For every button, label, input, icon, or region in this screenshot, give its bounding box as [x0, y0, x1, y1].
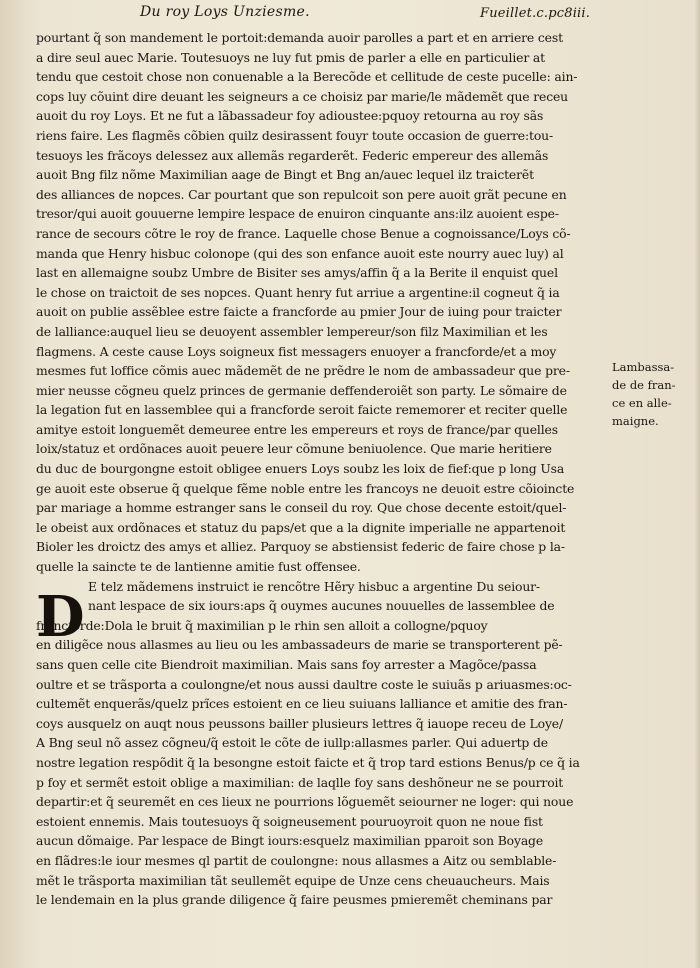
text-line: auoit Bng filz nõme Maximilian aage de Bingt et Bng an/auec lequel ilz traicterẽt [36, 167, 534, 183]
text-line: aucun dõmaige. Par lespace de Bingt iours:esquelz maximilian pparoit son Boyage [36, 833, 544, 849]
text-line: tesuoys les frãcoys delessez aux allemãs regarderẽt. Federic empereur des allemãs [36, 147, 549, 163]
text-line: auoit on publie assẽblee estre faicte a francforde au pmier Jour de iuing pour traicter [36, 304, 562, 320]
text-line: E telz mãdemens instruict ie rencõtre Hẽry hisbuc a argentine Du seiour- [88, 578, 540, 594]
text-line: estoient ennemis. Mais toutesuoys q̃ soigneusement pouruoyroit quon ne noue fist [36, 813, 543, 829]
text-line: de lalliance:auquel lieu se deuoyent assembler lempereur/son filz Maximilian et les [36, 323, 548, 339]
text-line: departir:et q̃ seuremẽt en ces lieux ne pourrions lõguemẽt seiourner ne loger: qui noue [36, 794, 574, 810]
page-edge-shadow [694, 0, 700, 968]
folio-number: Fueillet.c.pc8iii. [480, 6, 591, 21]
text-line: par mariage a homme estranger sans le conseil du roy. Que chose decente estoit/quel- [36, 500, 567, 516]
text-line: manda que Henry hisbuc colonope (qui des son enfance auoit este nourry auec luy) al [36, 245, 564, 261]
running-title: Du roy Loys Unziesme. [140, 4, 310, 20]
text-line: le lendemain en la plus grande diligence q̃ faire peusmes pmieremẽt cheminans par [36, 892, 553, 908]
text-column [36, 28, 602, 910]
text-line: nant lespace de six iours:aps q̃ ouymes aucunes nouuelles de lassemblee de [88, 598, 555, 614]
text-line: mẽt le trãsporta maximilian tãt seullemẽt equipe de Unze cens cheuaucheurs. Mais [36, 872, 550, 888]
text-line: ge auoit este obserue q̃ quelque fẽme noble entre les francoys ne deuoit estre cõioincte [36, 480, 575, 496]
text-line: p foy et sermẽt estoit oblige a maximilian: de laqlle foy sans deshõneur ne se pourroit [36, 774, 564, 790]
text-line: des alliances de nopces. Car pourtant que son repulcoit son pere auoit grãt pecune en [36, 186, 567, 202]
text-line: cultemẽt enquerãs/quelz prĩces estoient en ce lieu suiuans lalliance et amitie des fran- [36, 696, 568, 712]
marginal-note [612, 358, 696, 430]
text-line: rance de secours cõtre le roy de france. Laquelle chose Benue a cognoissance/Loys cõ- [36, 225, 571, 241]
text-line: a dire seul auec Marie. Toutesuoys ne luy fut pmis de parler a elle en particulier at [36, 49, 545, 65]
text-line: cops luy cõuint dire deuant les seigneurs a ce choisiz par marie/le mãdemẽt que receu [36, 88, 569, 104]
text-line: riens faire. Les flagmẽs cõbien quilz desirassent fouyr toute occasion de guerre:tou- [36, 127, 554, 143]
text-line: coys ausquelz on auqt nous peussons bailler plusieurs lettres q̃ iauope receu de Loye/ [36, 715, 564, 731]
running-head [0, 2, 700, 24]
text-line: amitye estoit longuemẽt demeuree entre les empereurs et roys de france/par quelles [36, 421, 558, 437]
text-line: mesmes fut loffice cõmis auec mãdemẽt de ne prẽdre le nom de ambassadeur que pre- [36, 363, 570, 379]
marginal-note-line: ce en alle- [612, 396, 672, 410]
text-line: le chose on traictoit de ses nopces. Quant henry fut arriue a argentine:il cogneut q̃ ia [36, 284, 560, 300]
text-line: tresor/qui auoit gouuerne lempire lespace de enuiron cinquante ans:ilz auoient espe- [36, 206, 559, 222]
text-line: la legation fut en lassemblee qui a francforde seroit faicte rememorer et reciter quelle [36, 402, 568, 418]
text-line: A Bng seul nõ assez cõgneu/q̃ estoit le cõte de iullp:allasmes parler. Qui aduertp de [36, 735, 548, 751]
text-line: le obeist aux ordõnaces et statuz du paps/et que a la dignite imperialle ne appartenoit [36, 519, 566, 535]
text-line: auoit du roy Loys. Et ne fut a lãbassadeur foy adioustee:pquoy retourna au roy sãs [36, 108, 544, 124]
text-line: francforde:Dola le bruit q̃ maximilian p le rhin sen alloit a collogne/pquoy [36, 617, 488, 633]
text-line: flagmens. A ceste cause Loys soigneux fist messagers enuoyer a francforde/et a moy [36, 343, 557, 359]
marginal-note-line: de de fran- [612, 378, 676, 392]
text-line: en flãdres:le iour mesmes ql partit de coulongne: nous allasmes a Aitz ou semblable- [36, 852, 557, 868]
drop-cap-initial: D [36, 584, 85, 650]
text-line: en diligẽce nous allasmes au lieu ou les ambassadeurs de marie se transporterent pẽ- [36, 637, 563, 653]
text-line: quelle la saincte te de lantienne amitie fust offensee. [36, 559, 361, 575]
text-line: tendu que cestoit chose non conuenable a la Berecõde et cellitude de ceste pucelle: ain- [36, 69, 578, 85]
text-line: mier neusse cõgneu quelz princes de germanie deffenderoiẽt son party. Le sõmaire de [36, 382, 567, 398]
text-line: sans quen celle cite Biendroit maximilian. Mais sans foy arrester a Magõce/passa [36, 657, 537, 672]
text-line: last en allemaigne soubz Umbre de Bisiter ses amys/affin q̃ a la Berite il enquist quel [36, 265, 558, 281]
text-line: pourtant q̃ son mandement le portoit:demanda auoir parolles a part et en arriere cest [36, 30, 563, 45]
text-line: Bioler les droictz des amys et alliez. Parquoy se abstiensist federic de faire chose p la- [36, 539, 565, 555]
text-line: oultre et se trãsporta a coulongne/et nous aussi daultre coste le suiuãs p ariuasmes:oc- [36, 676, 572, 692]
marginal-note-line: maigne. [612, 414, 659, 428]
text-line: loix/statuz et ordõnaces auoit peuere leur cõmune beniuolence. Que marie heritiere [36, 441, 552, 457]
marginal-note-line: Lambassa- [612, 360, 675, 374]
text-line: du duc de bourgongne estoit obligee enuers Loys soubz les loix de fief:que p long Usa [36, 461, 565, 477]
text-line: nostre legation respõdit q̃ la besongne estoit faicte et q̃ trop tard estions Benus/p ce q̃ ia [36, 754, 580, 770]
